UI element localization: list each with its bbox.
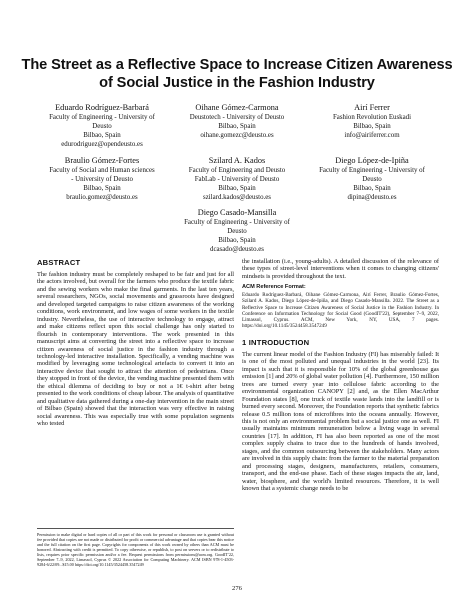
- author-name: Oihane Gómez-Carmona: [195, 103, 279, 112]
- author-location: Bilbao, Spain: [353, 185, 391, 193]
- author-affiliation: Deusto: [227, 228, 247, 236]
- author-email[interactable]: braulio.gomez@deusto.es: [66, 194, 138, 202]
- author-location: Bilbao, Spain: [83, 185, 121, 193]
- author-block: [37, 102, 167, 149]
- author-affiliation: Faculty of Engineering - University of: [184, 219, 290, 226]
- author-block: [37, 155, 167, 202]
- author-location: Bilbao, Spain: [218, 185, 256, 193]
- author-name: Eduardo Rodríguez-Barbará: [55, 103, 149, 112]
- right-column: [242, 258, 439, 493]
- author-affiliation: Faculty of Engineering - University of: [49, 114, 155, 121]
- left-column: [37, 258, 234, 428]
- acm-reference-heading: ACM Reference Format:: [242, 284, 306, 291]
- author-name: Airí Ferrer: [354, 103, 390, 112]
- page-number: 276: [232, 585, 242, 592]
- author-location: Bilbao, Spain: [218, 237, 256, 245]
- author-block: [307, 155, 437, 202]
- author-affiliation: Fashion Revolution Euskadi: [332, 114, 412, 121]
- acm-reference-text: Eduardo Rodríguez-Barbará, Oihane Gómez-Carmona, Airí Ferrer, Braulio Gómez-Fortes, Szilard A. Kados, Diego López-de-Ipiña, and Diego Casado-Mansilla. 2022. The Street as a Reflective Space to Increase Citizen Awareness of Social Justice in the Fashion Industry. In Conference on Information Technology for Social Good (GoodIT'22), September 7–9, 2022, Limassol, Cyprus. ACM, New York, NY, USA, 7 pages. https://doi.org/10.1145/3524458.3547249: [242, 292, 439, 329]
- author-affiliation: - University of Deusto: [71, 176, 133, 184]
- author-email[interactable]: dcasado@deusto.es: [210, 246, 264, 254]
- author-block: [307, 102, 437, 140]
- author-affiliation: Faculty of Social and Human sciences: [49, 167, 155, 174]
- author-location: Bilbao, Spain: [353, 123, 391, 131]
- abstract-heading: ABSTRACT: [37, 258, 81, 267]
- footnote-text: Permission to make digital or hard copies of all or part of this work for personal or classroom use is granted without fee provided that copies are not made or distributed for profit or commercial advantage and that copies bear this notice and the full citation on the first page. Copyrights for components of this work owned by others than ACM must be honored. Abstracting with credit is permitted. To copy otherwise, or republish, to post on servers or to redistribute to lists, requires prior specific permission and/or a fee. Request permissions from permissions@acm.org. GoodIT'22, September 7–9, 2022, Limassol, Cyprus © 2022 Association for Computing Machinery. ACM ISBN 978-1-4503-9284-6/22/09...$15.00 https://doi.org/10.1145/3524458.3547249: [37, 532, 234, 568]
- author-affiliation: Faculty of Engineering - University of: [319, 167, 425, 174]
- author-name: Diego Casado-Mansilla: [197, 208, 277, 217]
- abstract-continued: the installation (i.e., young-adults). A detailed discussion of the relevance of these types of street-level interventions when it comes to changing citizens' mindsets is provided throughout the text.: [242, 258, 439, 280]
- author-name: Braulio Gómez-Fortes: [64, 156, 140, 165]
- author-block: [172, 207, 302, 254]
- author-email[interactable]: dipina@deusto.es: [347, 194, 397, 202]
- author-block: [172, 102, 302, 140]
- introduction-heading: 1 INTRODUCTION: [242, 337, 310, 347]
- author-affiliation: Faculty of Engineering and Deusto: [188, 167, 286, 174]
- introduction-text: The current linear model of the Fashion Industry (FI) has miserably failed: It is one of the most polluted and unequal industries in the world [23]. Its impact is such that it is responsible for 10% of the global greenhouse gas emission [1] and 20% of global water pollution [4]. Furthermore, 150 million trees are turned every year into cellulose fabric according to the environmental organization CANOPY [2] and, as the Ellen MacArthur Foundation states [8], one truck of textile waste lands into the landfill or is burned every second. Moreover, the Foundation reports that synthetic fabrics release 0.5 million tons of microfibres into the oceans annually. However, this is not only an environmental problem but a social justice one as well. FI usually maintains minimum remuneration below a living wage in several countries [17]. In addition, FI has also been reported as one of the most complex supply chains to trace due to the hundreds of hands involved, stages, and the common outsourcing between the stakeholders. Many actors are involved in this supply chain: from the farmer to the material preparation and processing stages, designers, manufacturers, retailers, consumers, transport, and the end-use phase. Each of these stages impacts the air, land, water, biosphere, and the world's limited resources. Therefore, it is well known that a systemic change needs to be: [242, 350, 439, 493]
- author-location: Bilbao, Spain: [83, 132, 121, 140]
- paper-title: The Street as a Reflective Space to Increase Citizen Awareness of Social Justice in the Fashion Industry: [21, 57, 453, 91]
- author-block: [172, 155, 302, 202]
- author-affiliation: FabLab - University of Deusto: [194, 176, 280, 184]
- author-email[interactable]: oihane.gomezc@deusto.es: [200, 132, 274, 140]
- author-location: Bilbao, Spain: [218, 123, 256, 131]
- author-email[interactable]: szilard.kados@deusto.es: [203, 194, 271, 202]
- author-affiliation: Deusto: [92, 123, 112, 131]
- author-name: Szilard A. Kados: [208, 156, 266, 165]
- author-email[interactable]: info@airiferrer.com: [344, 132, 400, 140]
- permission-footnote: [37, 528, 234, 567]
- abstract-text: The fashion industry must be completely reshaped to be fair and just for all the actors involved, but overall for the farmers who produce the textile fabric and the sewing workers who make the final garments. In the last ten years, several researchers, NGOs, social movements and grassroots have designed and developed targeted campaigns to raise citizen awareness of the working conditions, work environment, and low wages of some workers in the textile industry. Nevertheless, the use of interactive technology to engage, attract and make citizens reflect upon this social challenge has only started to flourish in contemporary interventions. The work presented in this manuscript aims at converting the street into a reflective space to increase citizen awareness of social justice in the fashion industry through a technology-led interactive installation. Specifically, a vending machine was modified by leveraging some technological artefacts to convert it into an interactive device that sought to attract the attention of pedestrians. Once they stopped in front of the device, the vending machine presented them with the ethical dilemma of deciding to buy or not a 1€ t-shirt after being presented to the work conditions of cheap labour. The analysis of quantitative and qualitative data gathered during a one-day intervention in the main street of Bilbao (Spain) showed that the interaction was very effective in raising social awareness. This was especially true with some population segments who tested: [37, 271, 234, 428]
- author-affiliation: Deusto: [362, 176, 382, 184]
- author-affiliation: Deustotech - University of Deusto: [189, 114, 285, 121]
- author-email[interactable]: edurodriguez@opendeusto.es: [61, 141, 143, 149]
- author-name: Diego López-de-Ipiña: [335, 156, 409, 165]
